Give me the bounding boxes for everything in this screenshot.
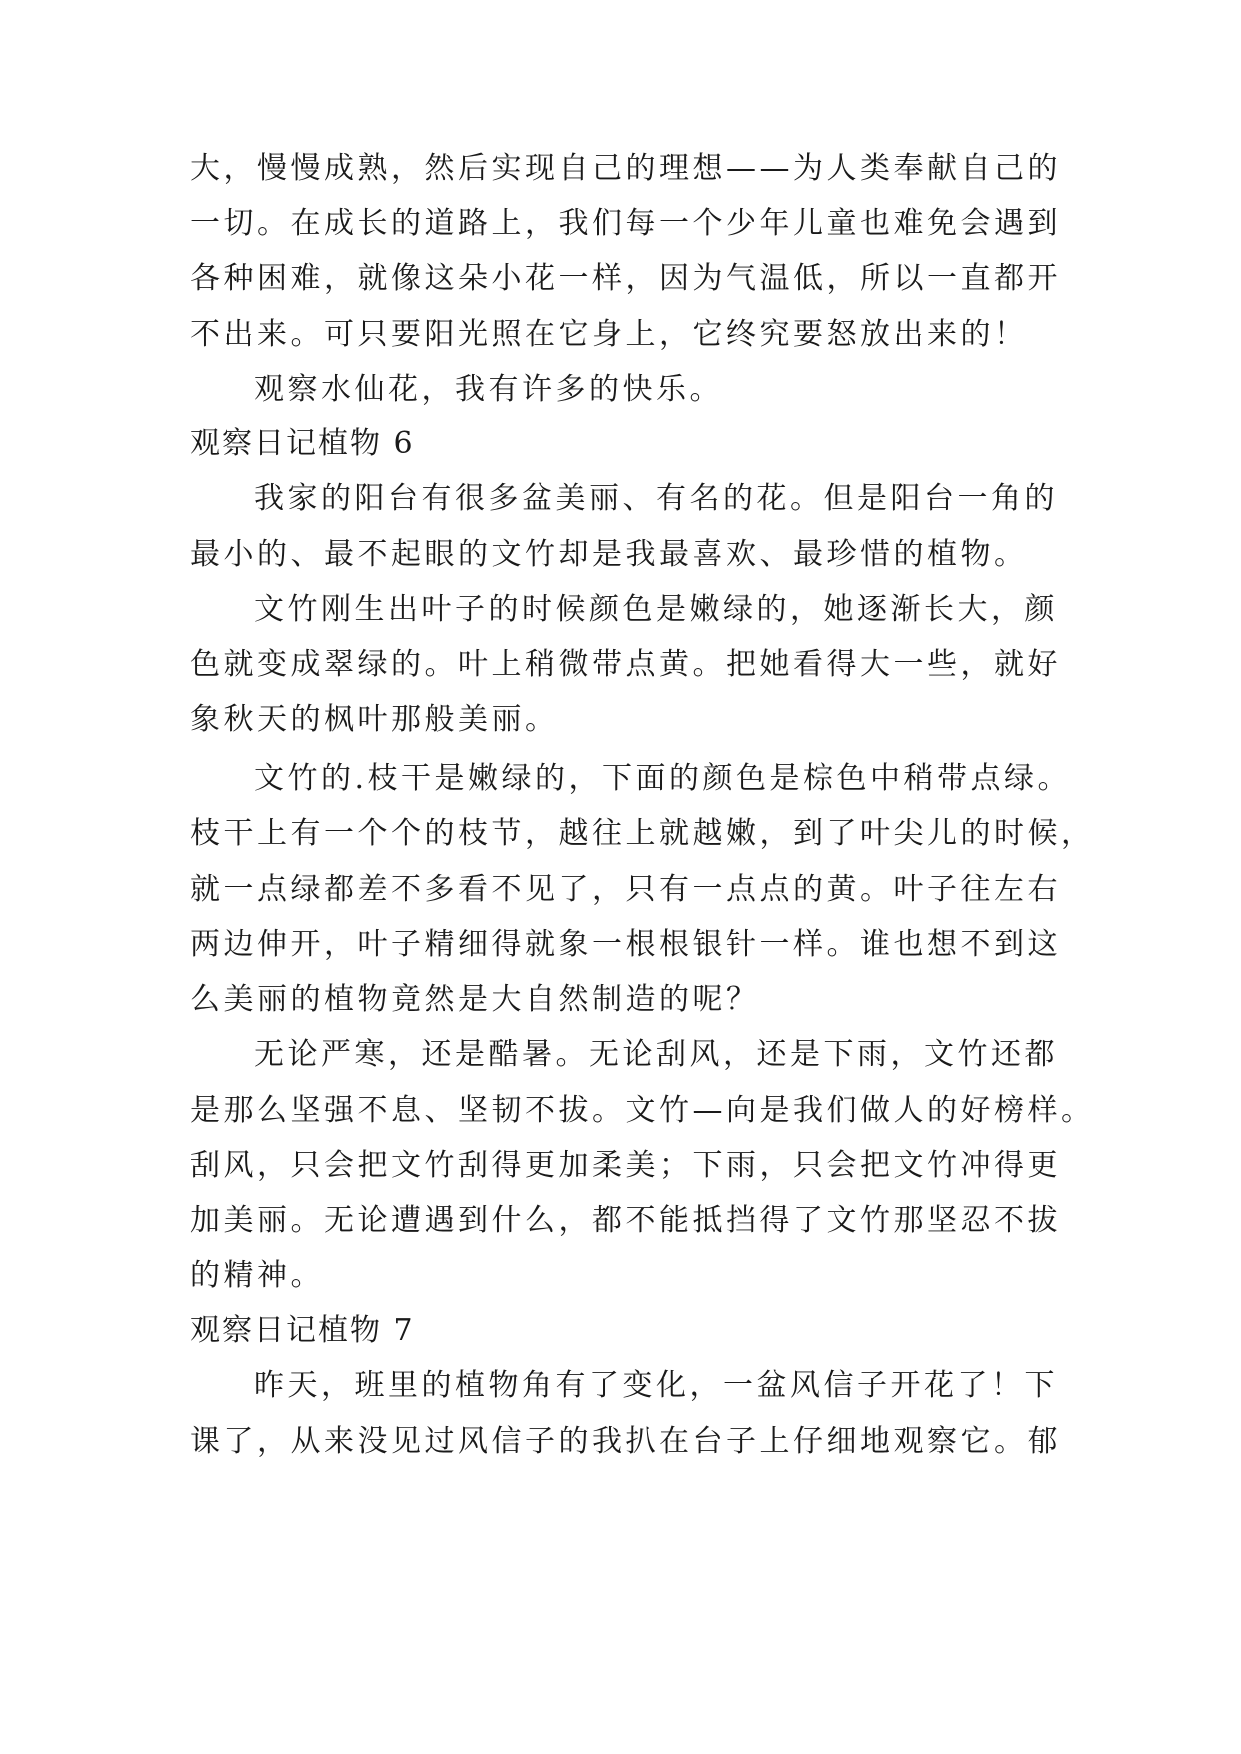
paragraph-line: 观察水仙花，我有许多的快乐。 [254,372,723,407]
paragraph-line: 课了，从来没见过风信子的我扒在台子上仔细地观察它。郁 [190,1424,1061,1459]
paragraph-line: 象秋天的枫叶那般美丽。 [190,702,559,737]
paragraph-line: 我家的阳台有很多盆美丽、有名的花。但是阳台一角的 [254,481,1058,516]
paragraph-line: 色就变成翠绿的。叶上稍微带点黄。把她看得大一些，就好 [190,647,1061,682]
paragraph-line: 最小的、最不起眼的文竹却是我最喜欢、最珍惜的植物。 [190,537,1028,572]
paragraph-line: 么美丽的植物竟然是大自然制造的呢？ [190,982,760,1017]
paragraph-line: 大，慢慢成熟，然后实现自己的理想——为人类奉献自己的 [190,151,1061,186]
paragraph-line: 刮风，只会把文竹刮得更加柔美；下雨，只会把文竹冲得更 [190,1148,1061,1183]
paragraph-line: 两边伸开，叶子精细得就象一根根银针一样。谁也想不到这 [190,927,1061,962]
paragraph-line: 枝干上有一个个的枝节，越往上就越嫩，到了叶尖儿的时候， [190,816,1095,851]
paragraph-line: 的精神。 [190,1258,324,1293]
paragraph-line: 各种困难，就像这朵小花一样，因为气温低，所以一直都开 [190,261,1061,296]
paragraph-line: 是那么坚强不息、坚韧不拔。文竹—向是我们做人的好榜样。 [190,1093,1095,1128]
paragraph-line: 昨天，班里的植物角有了变化，一盆风信子开花了！下 [254,1368,1058,1403]
paragraph-line: 加美丽。无论遭遇到什么，都不能抵挡得了文竹那坚忍不拔 [190,1203,1061,1238]
paragraph-line: 不出来。可只要阳光照在它身上，它终究要怒放出来的！ [190,317,1028,352]
section-heading: 观察日记植物 7 [190,1313,415,1348]
paragraph-line: 无论严寒，还是酷暑。无论刮风，还是下雨，文竹还都 [254,1037,1058,1072]
paragraph-line: 文竹刚生出叶子的时候颜色是嫩绿的，她逐渐长大，颜 [254,592,1058,627]
paragraph-line: 文竹的.枝干是嫩绿的，下面的颜色是棕色中稍带点绿。 [254,761,1072,796]
paragraph-line: 就一点绿都差不多看不见了，只有一点点的黄。叶子往左右 [190,872,1061,907]
paragraph-line: 一切。在成长的道路上，我们每一个少年儿童也难免会遇到 [190,206,1061,241]
section-heading: 观察日记植物 6 [190,426,415,461]
